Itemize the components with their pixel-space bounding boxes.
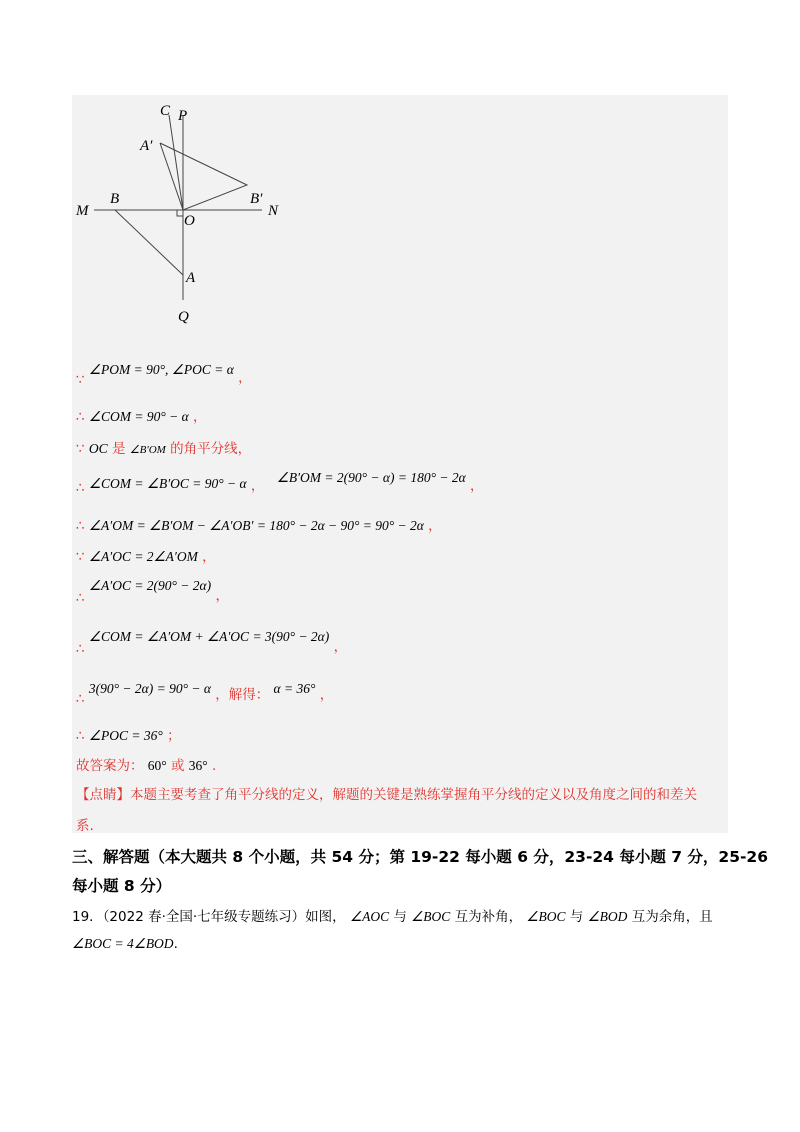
math-expression: ∠BOD [587,909,628,924]
therefore-symbol: ∴ [76,518,85,534]
math-expression: ∠B′OM [129,444,166,456]
label-a: A [186,270,196,286]
ray-oc [169,115,183,210]
math-expression: ∠POM = 90°, ∠POC = α [88,362,234,377]
punctuation: ， [250,478,265,494]
label-q: Q [178,309,189,325]
math-expression: ∠BOC = 4∠BOD [72,936,174,951]
question-text: . [173,936,178,952]
segment-ba [115,210,183,275]
punctuation: . [212,758,217,774]
question-19-line-2 [72,936,178,952]
punctuation: ， [469,478,484,494]
label-o: O [184,213,195,229]
math-expression: ∠POC = 36° [88,728,163,743]
text-fragment: 的角平分线， [170,441,252,457]
punctuation: ； [167,728,181,744]
answer-value-2: 36° [188,758,208,773]
question-text: 互为补角， [454,909,523,925]
label-a-prime: A′ [140,138,153,154]
math-expression: 3(90° − 2α) = 90° − α [88,681,211,696]
solution-line-2 [76,405,207,425]
punctuation: ， [319,687,334,703]
math-expression: ∠COM = ∠A′OM + ∠A′OC = 3(90° − 2α) [88,629,330,644]
therefore-symbol: ∴ [76,409,85,425]
solution-line-7 [76,574,229,606]
math-expression: ∠A′OC = 2∠A′OM [88,549,198,564]
because-symbol: ∵ [76,549,85,565]
answer-value-1: 60° [147,758,167,773]
comment-line-2: 系. [76,818,94,834]
solution-line-3 [76,437,251,457]
math-expression: ∠A′OC = 2(90° − 2α) [88,578,212,593]
text-fragment: ，解得： [215,687,270,703]
therefore-symbol: ∴ [76,590,85,606]
label-m: M [76,203,89,219]
math-expression: ∠BOC [526,909,566,924]
question-text: 互为余角，且 [631,909,713,925]
label-b-prime: B′ [250,191,263,207]
question-19-line-1 [72,905,713,925]
answer-or: 或 [171,758,185,774]
math-expression: α = 36° [273,681,316,696]
because-symbol: ∵ [76,441,85,457]
section-heading-line-2: 每小题 8 分） [72,877,172,895]
triangle-a-prime-o-b-prime [160,143,247,210]
question-number: 19． [72,909,103,925]
comment-line-1: 【点睛】本题主要考查了角平分线的定义，解题的关键是熟练掌握角平分线的定义以及角度之间的和差关 [76,787,697,803]
solution-line-4 [76,466,484,496]
section-heading-line-1: 三、解答题（本大题共 8 个小题，共 54 分；第 19-22 每小题 6 分，23-24 每小题 7 分，25-26 [72,848,769,866]
question-text: 与 [393,909,407,925]
math-expression: ∠B′OM = 2(90° − α) = 180° − 2α [276,470,466,485]
right-angle-mark [177,210,183,216]
therefore-symbol: ∴ [76,480,85,496]
text-fragment: 是 [111,441,126,457]
solution-line-6 [76,545,216,565]
label-c: C [160,103,171,119]
question-text: 与 [569,909,584,925]
geometry-figure [72,95,332,335]
therefore-symbol: ∴ [76,641,85,657]
therefore-symbol: ∴ [76,728,85,744]
label-b: B [110,191,120,207]
answer-prefix: 故答案为： [76,758,144,774]
math-expression: ∠COM = ∠B′OC = 90° − α [88,476,247,491]
because-symbol: ∵ [76,372,85,388]
solution-line-10 [76,724,181,744]
punctuation: ， [193,409,207,425]
punctuation: ， [333,639,348,655]
solution-line-1 [76,358,252,388]
answer-line [76,754,216,774]
solution-line-8 [76,625,348,657]
punctuation: ， [202,549,216,565]
label-n: N [268,203,279,219]
math-expression: ∠A′OM = ∠B′OM − ∠A′OB′ = 180° − 2α − 90° = 90° − 2α [88,518,424,533]
math-expression: ∠BOC [411,909,451,924]
solution-line-9 [76,677,334,707]
solution-line-5 [76,514,442,534]
therefore-symbol: ∴ [76,691,85,707]
punctuation: ， [428,518,442,534]
label-p: P [178,108,188,124]
question-text: （2022 春·全国·七年级专题练习）如图， [102,909,346,925]
punctuation: ， [238,370,252,386]
math-expression: OC [88,441,108,456]
punctuation: ， [215,588,229,604]
math-expression: ∠AOC [349,909,390,924]
math-expression: ∠COM = 90° − α [88,409,189,424]
